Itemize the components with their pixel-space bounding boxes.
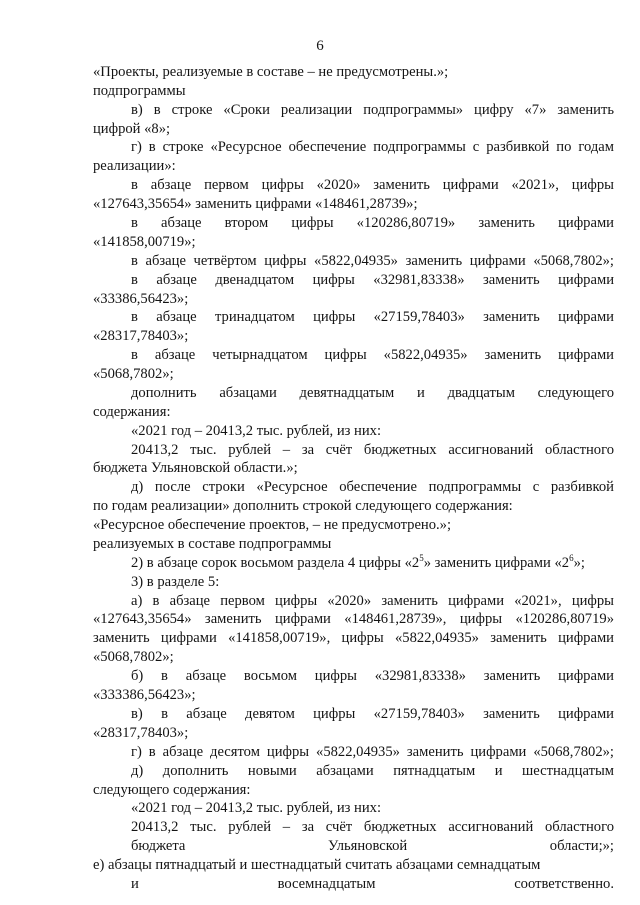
page-number: 6 <box>316 38 324 54</box>
text-line: по годам реализации» дополнить строкой следующего содержания: <box>93 498 513 514</box>
text-line: 20413,2 тыс. рублей – за счёт бюджетных ассигнований областного <box>131 819 614 835</box>
text-line: в абзаце тринадцатом цифры «27159,78403» заменить цифрами <box>131 309 614 325</box>
text-line: реализуемых в составе подпрограммы <box>93 536 332 552</box>
text-line: г) в строке «Ресурсное обеспечение подпрограммы с разбивкой по годам <box>131 139 614 155</box>
text-line: в абзаце втором цифры «120286,80719» заменить цифрами <box>131 215 614 231</box>
superscript: 6 <box>569 553 574 564</box>
text-line: заменить цифрами «141858,00719», цифры «5822,04935» заменить цифрами <box>93 630 614 646</box>
text-line: б) в абзаце восьмом цифры «32981,83338» заменить цифрами <box>131 668 614 684</box>
text-line: реализации»: <box>93 158 176 174</box>
text-line: «5068,7802»; <box>93 366 174 382</box>
text-line <box>131 553 585 573</box>
text-line: «28317,78403»; <box>93 328 189 344</box>
text-line: «Проекты, реализуемые в составе – не предусмотрены.»; <box>93 64 449 80</box>
text-line: «127643,35654» заменить цифрами «148461,28739»; <box>93 196 418 212</box>
text-line: «333386,56423»; <box>93 687 196 703</box>
text-segment: 2) в абзаце сорок восьмом раздела 4 цифры «2 <box>131 555 420 571</box>
text-line: цифрой «8»; <box>93 121 171 137</box>
text-line: в абзаце четвёртом цифры «5822,04935» заменить цифрами «5068,7802»; <box>131 253 614 269</box>
text-line: «2021 год – 20413,2 тыс. рублей, из них: <box>131 800 382 816</box>
text-line: и восемнадцатым соответственно. <box>131 876 614 892</box>
text-line: «33386,56423»; <box>93 291 189 307</box>
superscript: 5 <box>419 553 424 564</box>
text-line: «28317,78403»; <box>93 725 189 741</box>
text-line: г) в абзаце десятом цифры «5822,04935» заменить цифрами «5068,7802»; <box>131 744 614 760</box>
text-line: 3) в разделе 5: <box>131 574 220 590</box>
text-line: в абзаце первом цифры «2020» заменить цифрами «2021», цифры <box>131 177 614 193</box>
text-segment: » заменить цифрами «2 <box>423 555 570 571</box>
text-line: 20413,2 тыс. рублей – за счёт бюджетных ассигнований областного <box>131 442 614 458</box>
text-line: в) в абзаце девятом цифры «27159,78403» заменить цифрами <box>131 706 614 722</box>
text-line: подпрограммы <box>93 83 186 99</box>
text-line: «Ресурсное обеспечение проектов, – не предусмотрено.»; <box>93 517 452 533</box>
text-line: д) дополнить новыми абзацами пятнадцатым и шестнадцатым <box>131 763 614 779</box>
text-line: бюджета Ульяновской области;»; <box>131 838 614 854</box>
text-line: «127643,35654» заменить цифрами «148461,28739», цифры «120286,80719» <box>93 611 614 627</box>
text-line: е) абзацы пятнадцатый и шестнадцатый считать абзацами семнадцатым <box>93 857 541 873</box>
text-line: в абзаце двенадцатом цифры «32981,83338» заменить цифрами <box>131 272 614 288</box>
text-line: следующего содержания: <box>93 782 251 798</box>
text-line: «2021 год – 20413,2 тыс. рублей, из них: <box>131 423 382 439</box>
text-line: в абзаце четырнадцатом цифры «5822,04935» заменить цифрами <box>131 347 614 363</box>
text-line: дополнить абзацами девятнадцатым и двадцатым следующего <box>131 385 614 401</box>
text-line: «5068,7802»; <box>93 649 174 665</box>
text-line: «141858,00719»; <box>93 234 196 250</box>
text-line: содержания: <box>93 404 171 420</box>
text-segment: »; <box>573 555 585 571</box>
text-line: бюджета Ульяновской области.»; <box>93 460 298 476</box>
text-line: д) после строки «Ресурсное обеспечение подпрограммы с разбивкой <box>131 479 614 495</box>
text-line: в) в строке «Сроки реализации подпрограммы» цифру «7» заменить <box>131 102 614 118</box>
text-line: а) в абзаце первом цифры «2020» заменить цифрами «2021», цифры <box>131 593 614 609</box>
